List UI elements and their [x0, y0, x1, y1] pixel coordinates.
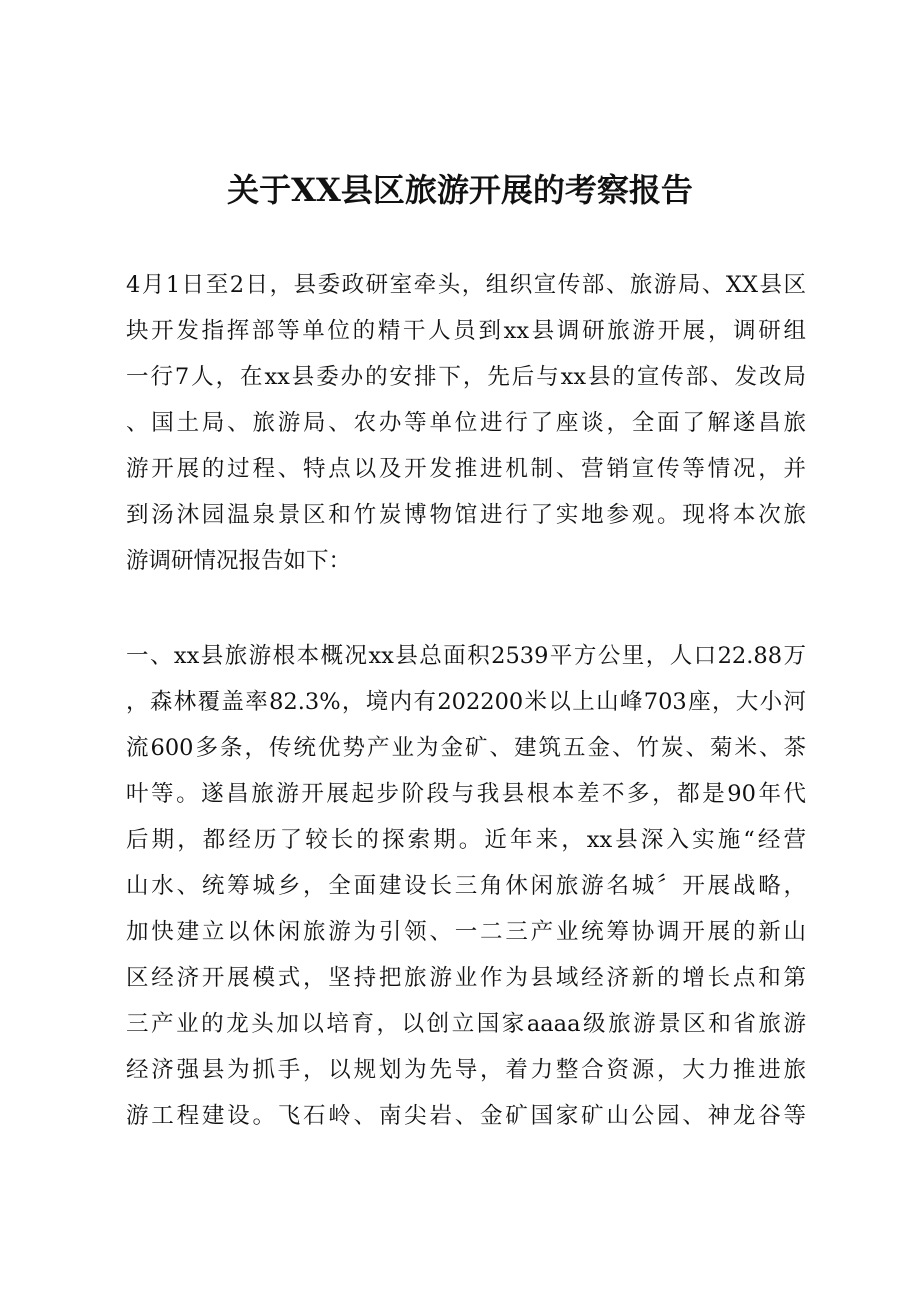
paragraph-line: 块开发指挥部等单位的精干人员到xx县调研旅游开展，调研组: [126, 318, 806, 344]
paragraph-line: 游工程建设。飞石岭、南尖岩、金矿国家矿山公园、神龙谷等: [126, 1103, 806, 1129]
paragraph-line: 加快建立以休闲旅游为引领、一二三产业统筹协调开展的新山: [126, 919, 806, 945]
paragraph-line: 山水、统筹城乡，全面建设长三角休闲旅游名城〞开展战略，: [126, 873, 806, 899]
paragraph-line: 区经济开展模式，坚持把旅游业作为县域经济新的增长点和第: [126, 965, 806, 991]
paragraph-line: 叶等。遂昌旅游开展起步阶段与我县根本差不多，都是90年代: [126, 781, 806, 807]
paragraph-line: 后期，都经历了较长的探索期。近年来，xx县深入实施“经营: [126, 827, 806, 853]
paragraph-line: 经济强县为抓手，以规划为先导，着力整合资源，大力推进旅: [126, 1057, 806, 1083]
paragraph-line: 游开展的过程、特点以及开发推进机制、营销宣传等情况，并: [126, 456, 806, 482]
paragraph-line: 三产业的龙头加以培育，以创立国家aaaa级旅游景区和省旅游: [126, 1011, 806, 1037]
paragraph-section-1: [126, 633, 806, 1139]
paragraph-line: 一行7人，在xx县委办的安排下，先后与xx县的宣传部、发改局: [126, 364, 806, 390]
paragraph-line: 到汤沐园温泉景区和竹炭博物馆进行了实地参观。现将本次旅: [126, 502, 806, 528]
paragraph-line: 一、xx县旅游根本概况xx县总面积2539平方公里，人口22.88万: [126, 643, 806, 669]
paragraph-intro: [126, 262, 806, 584]
document-title: 关于XX县区旅游开展的考察报告: [227, 171, 693, 209]
paragraph-line: 流600多条，传统优势产业为金矿、建筑五金、竹炭、菊米、茶: [126, 735, 806, 761]
paragraph-line: ，森林覆盖率82.3%，境内有202200米以上山峰703座，大小河: [126, 689, 806, 715]
paragraph-line: 4月1日至2日，县委政研室牵头，组织宣传部、旅游局、XX县区: [126, 272, 806, 298]
paragraph-line: 游调研情况报告如下：: [126, 548, 352, 574]
paragraph-line: 、国土局、旅游局、农办等单位进行了座谈，全面了解遂昌旅: [126, 410, 806, 436]
